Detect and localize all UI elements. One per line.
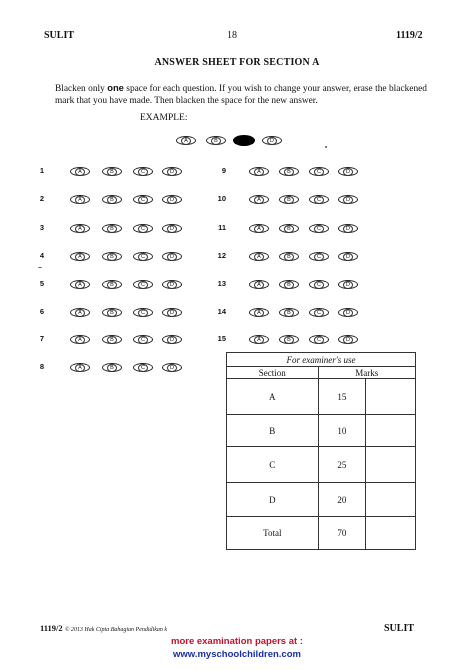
bubble-letter: B (107, 309, 117, 317)
section-cell: D (227, 483, 319, 517)
bubble-letter: B (284, 253, 294, 261)
bubble-letter: C (138, 281, 148, 289)
bubble-letter: C (314, 253, 324, 261)
max-marks-cell: 25 (318, 447, 366, 483)
bubble-letter: C (138, 253, 148, 261)
bubble-letter: D (343, 336, 353, 344)
bubble-letter: C (314, 281, 324, 289)
col-section-header: Section (227, 367, 319, 379)
bubble-letter: C (138, 336, 148, 344)
answer-bubble-10-a[interactable] (249, 195, 269, 204)
score-cell[interactable] (366, 447, 416, 483)
bubble-letter: C (314, 168, 324, 176)
instructions-part1: Blacken only (55, 84, 108, 94)
max-marks-cell: 10 (318, 415, 366, 447)
answer-bubble-7-b[interactable] (102, 335, 122, 344)
question-number: 9 (221, 166, 226, 175)
answer-bubble-4-a[interactable] (70, 252, 90, 261)
bubble-letter: D (167, 168, 177, 176)
question-number: 12 (217, 251, 226, 260)
answer-bubble-12-a[interactable] (249, 252, 269, 261)
bubble-letter: A (254, 225, 264, 233)
answer-bubble-3-a[interactable] (70, 224, 90, 233)
bubble-letter: D (343, 168, 353, 176)
total-label-cell: Total (227, 517, 319, 550)
bubble-letter: A (75, 281, 85, 289)
answer-bubble-9-d[interactable] (338, 167, 358, 176)
answer-bubble-1-b[interactable] (102, 167, 122, 176)
answer-bubble-13-c[interactable] (309, 280, 329, 289)
answer-bubble-5-c[interactable] (133, 280, 153, 289)
question-number: 14 (217, 307, 226, 316)
footer-sulit: SULIT (384, 623, 415, 634)
bubble-letter: A (181, 137, 191, 145)
bubble-letter: A (75, 168, 85, 176)
question-number: 5 (39, 279, 44, 288)
total-max-cell: 70 (318, 517, 366, 550)
answer-bubble-2-d[interactable] (162, 195, 182, 204)
bubble-letter: D (167, 281, 177, 289)
bubble-letter: A (254, 168, 264, 176)
answer-bubble-5-a[interactable] (70, 280, 90, 289)
answer-bubble-4-b[interactable] (102, 252, 122, 261)
footer-left (40, 623, 167, 633)
section-cell: C (227, 447, 319, 483)
answer-bubble-8-c[interactable] (133, 363, 153, 372)
answer-bubble-14-a[interactable] (249, 308, 269, 317)
answer-bubble-7-a[interactable] (70, 335, 90, 344)
bubble-letter: D (343, 253, 353, 261)
answer-bubble-1-c[interactable] (133, 167, 153, 176)
answer-bubble-11-c[interactable] (309, 224, 329, 233)
answer-bubble-6-c[interactable] (133, 308, 153, 317)
bubble-letter: B (107, 225, 117, 233)
question-number: 8 (39, 362, 44, 371)
bubble-letter: D (167, 253, 177, 261)
bubble-letter: A (75, 364, 85, 372)
question-number: 1 (39, 166, 44, 175)
bubble-letter: B (284, 225, 294, 233)
answer-bubble-15-d[interactable] (338, 335, 358, 344)
instructions-part2: space for each question. If you wish to change your answer, erase the blackened mark that you have made. Then blacken the space for the new answer. (55, 84, 427, 106)
section-cell: B (227, 415, 319, 447)
footer-copyright: © 2013 Hak Cipta Bahagian Pendidikan k (64, 627, 168, 633)
bubble-letter: A (75, 253, 85, 261)
bubble-letter: C (138, 309, 148, 317)
answer-bubble-3-c[interactable] (133, 224, 153, 233)
bubble-letter: B (211, 137, 221, 145)
bubble-letter: B (284, 281, 294, 289)
answer-bubble-1-a[interactable] (70, 167, 90, 176)
answer-bubble-10-d[interactable] (338, 195, 358, 204)
answer-bubble-6-a[interactable] (70, 308, 90, 317)
answer-bubble-6-b[interactable] (102, 308, 122, 317)
bubble-letter: A (254, 253, 264, 261)
bubble-letter: D (343, 225, 353, 233)
page-title: ANSWER SHEET FOR SECTION A (154, 57, 320, 68)
question-number: 13 (217, 279, 226, 288)
answer-bubble-6-d[interactable] (162, 308, 182, 317)
bubble-letter: B (284, 336, 294, 344)
bubble-letter: D (343, 196, 353, 204)
bubble-letter: C (314, 225, 324, 233)
page-number: 18 (227, 30, 237, 41)
answer-bubble-14-d[interactable] (338, 308, 358, 317)
answer-bubble-12-d[interactable] (338, 252, 358, 261)
answer-bubble-15-b[interactable] (279, 335, 299, 344)
score-cell[interactable] (366, 379, 416, 415)
question-number: 10 (217, 194, 226, 203)
bubble-letter: B (107, 364, 117, 372)
bubble-letter: B (107, 168, 117, 176)
question-number: 7 (39, 334, 44, 343)
answer-bubble-11-d[interactable] (338, 224, 358, 233)
answer-bubble-7-d[interactable] (162, 335, 182, 344)
answer-bubble-8-d[interactable] (162, 363, 182, 372)
bubble-letter: A (75, 225, 85, 233)
score-cell[interactable] (366, 483, 416, 517)
answer-bubble-15-c[interactable] (309, 335, 329, 344)
bubble-letter: D (167, 364, 177, 372)
bubble-letter: C (138, 364, 148, 372)
bubble-letter: C (138, 168, 148, 176)
answer-bubble-5-d[interactable] (162, 280, 182, 289)
question-number: 11 (218, 223, 226, 232)
bubble-letter: A (254, 196, 264, 204)
bubble-letter: B (107, 281, 117, 289)
answer-bubble-2-a[interactable] (70, 195, 90, 204)
answer-bubble-9-a[interactable] (249, 167, 269, 176)
bubble-letter: D (167, 309, 177, 317)
answer-bubble-14-b[interactable] (279, 308, 299, 317)
answer-bubble-11-a[interactable] (249, 224, 269, 233)
bubble-letter: D (343, 281, 353, 289)
question-number: 6 (39, 307, 44, 316)
bubble-letter: A (75, 309, 85, 317)
bubble-letter: D (343, 309, 353, 317)
bubble-letter: B (284, 196, 294, 204)
bubble-letter: A (254, 309, 264, 317)
examiner-caption: For examiner's use (227, 353, 416, 367)
bubble-letter: A (75, 196, 85, 204)
answer-bubble-8-b[interactable] (102, 363, 122, 372)
answer-bubble-13-b[interactable] (279, 280, 299, 289)
example-label: EXAMPLE: (140, 113, 188, 123)
header-sulit: SULIT (44, 30, 75, 41)
bubble-letter: D (167, 196, 177, 204)
bubble-letter: D (167, 336, 177, 344)
answer-bubble-1-d[interactable] (162, 167, 182, 176)
answer-bubble-8-a[interactable] (70, 363, 90, 372)
answer-bubble-3-b[interactable] (102, 224, 122, 233)
instructions-emphasis: one (107, 82, 124, 93)
question-number: 4 (39, 251, 44, 260)
answer-bubble-7-c[interactable] (133, 335, 153, 344)
bubble-letter: A (254, 281, 264, 289)
bubble-letter: B (107, 253, 117, 261)
footer-code: 1119/2 (40, 623, 63, 633)
bubble-letter: C (314, 336, 324, 344)
answer-bubble-2-c[interactable] (133, 195, 153, 204)
answer-bubble-5-b[interactable] (102, 280, 122, 289)
answer-bubble-10-b[interactable] (279, 195, 299, 204)
answer-bubble-15-a[interactable] (249, 335, 269, 344)
answer-bubble-3-d[interactable] (162, 224, 182, 233)
question-number: 3 (39, 223, 44, 232)
bubble-letter: D (167, 225, 177, 233)
bubble-letter: B (284, 168, 294, 176)
promo-line-1: more examination papers at : (171, 636, 303, 647)
total-score-cell[interactable] (366, 517, 416, 550)
bubble-letter: B (107, 196, 117, 204)
bubble-letter: A (75, 336, 85, 344)
answer-bubble-12-c[interactable] (309, 252, 329, 261)
answer-bubble-13-d[interactable] (338, 280, 358, 289)
answer-bubble-10-c[interactable] (309, 195, 329, 204)
answer-bubble-9-b[interactable] (279, 167, 299, 176)
answer-bubble-13-a[interactable] (249, 280, 269, 289)
question-number: 15 (217, 334, 226, 343)
answer-bubble-2-b[interactable] (102, 195, 122, 204)
bubble-letter: D (267, 137, 277, 145)
score-cell[interactable] (366, 415, 416, 447)
bubble-letter: C (314, 196, 324, 204)
bubble-letter: B (284, 309, 294, 317)
answer-bubble-9-c[interactable] (309, 167, 329, 176)
answer-bubble-11-b[interactable] (279, 224, 299, 233)
answer-bubble-12-b[interactable] (279, 252, 299, 261)
max-marks-cell: 15 (318, 379, 366, 415)
col-marks-header: Marks (318, 367, 415, 379)
answer-bubble-14-c[interactable] (309, 308, 329, 317)
promo-link[interactable]: www.myschoolchildren.com (173, 649, 301, 660)
bubble-letter: C (314, 309, 324, 317)
examiner-table (226, 352, 416, 550)
bubble-letter: A (254, 336, 264, 344)
header-code: 1119/2 (396, 30, 423, 41)
max-marks-cell: 20 (318, 483, 366, 517)
bubble-letter: B (107, 336, 117, 344)
answer-bubble-4-c[interactable] (133, 252, 153, 261)
bubble-letter: C (138, 225, 148, 233)
section-cell: A (227, 379, 319, 415)
question-number: 2 (39, 194, 44, 203)
bubble-letter: C (138, 196, 148, 204)
answer-bubble-4-d[interactable] (162, 252, 182, 261)
